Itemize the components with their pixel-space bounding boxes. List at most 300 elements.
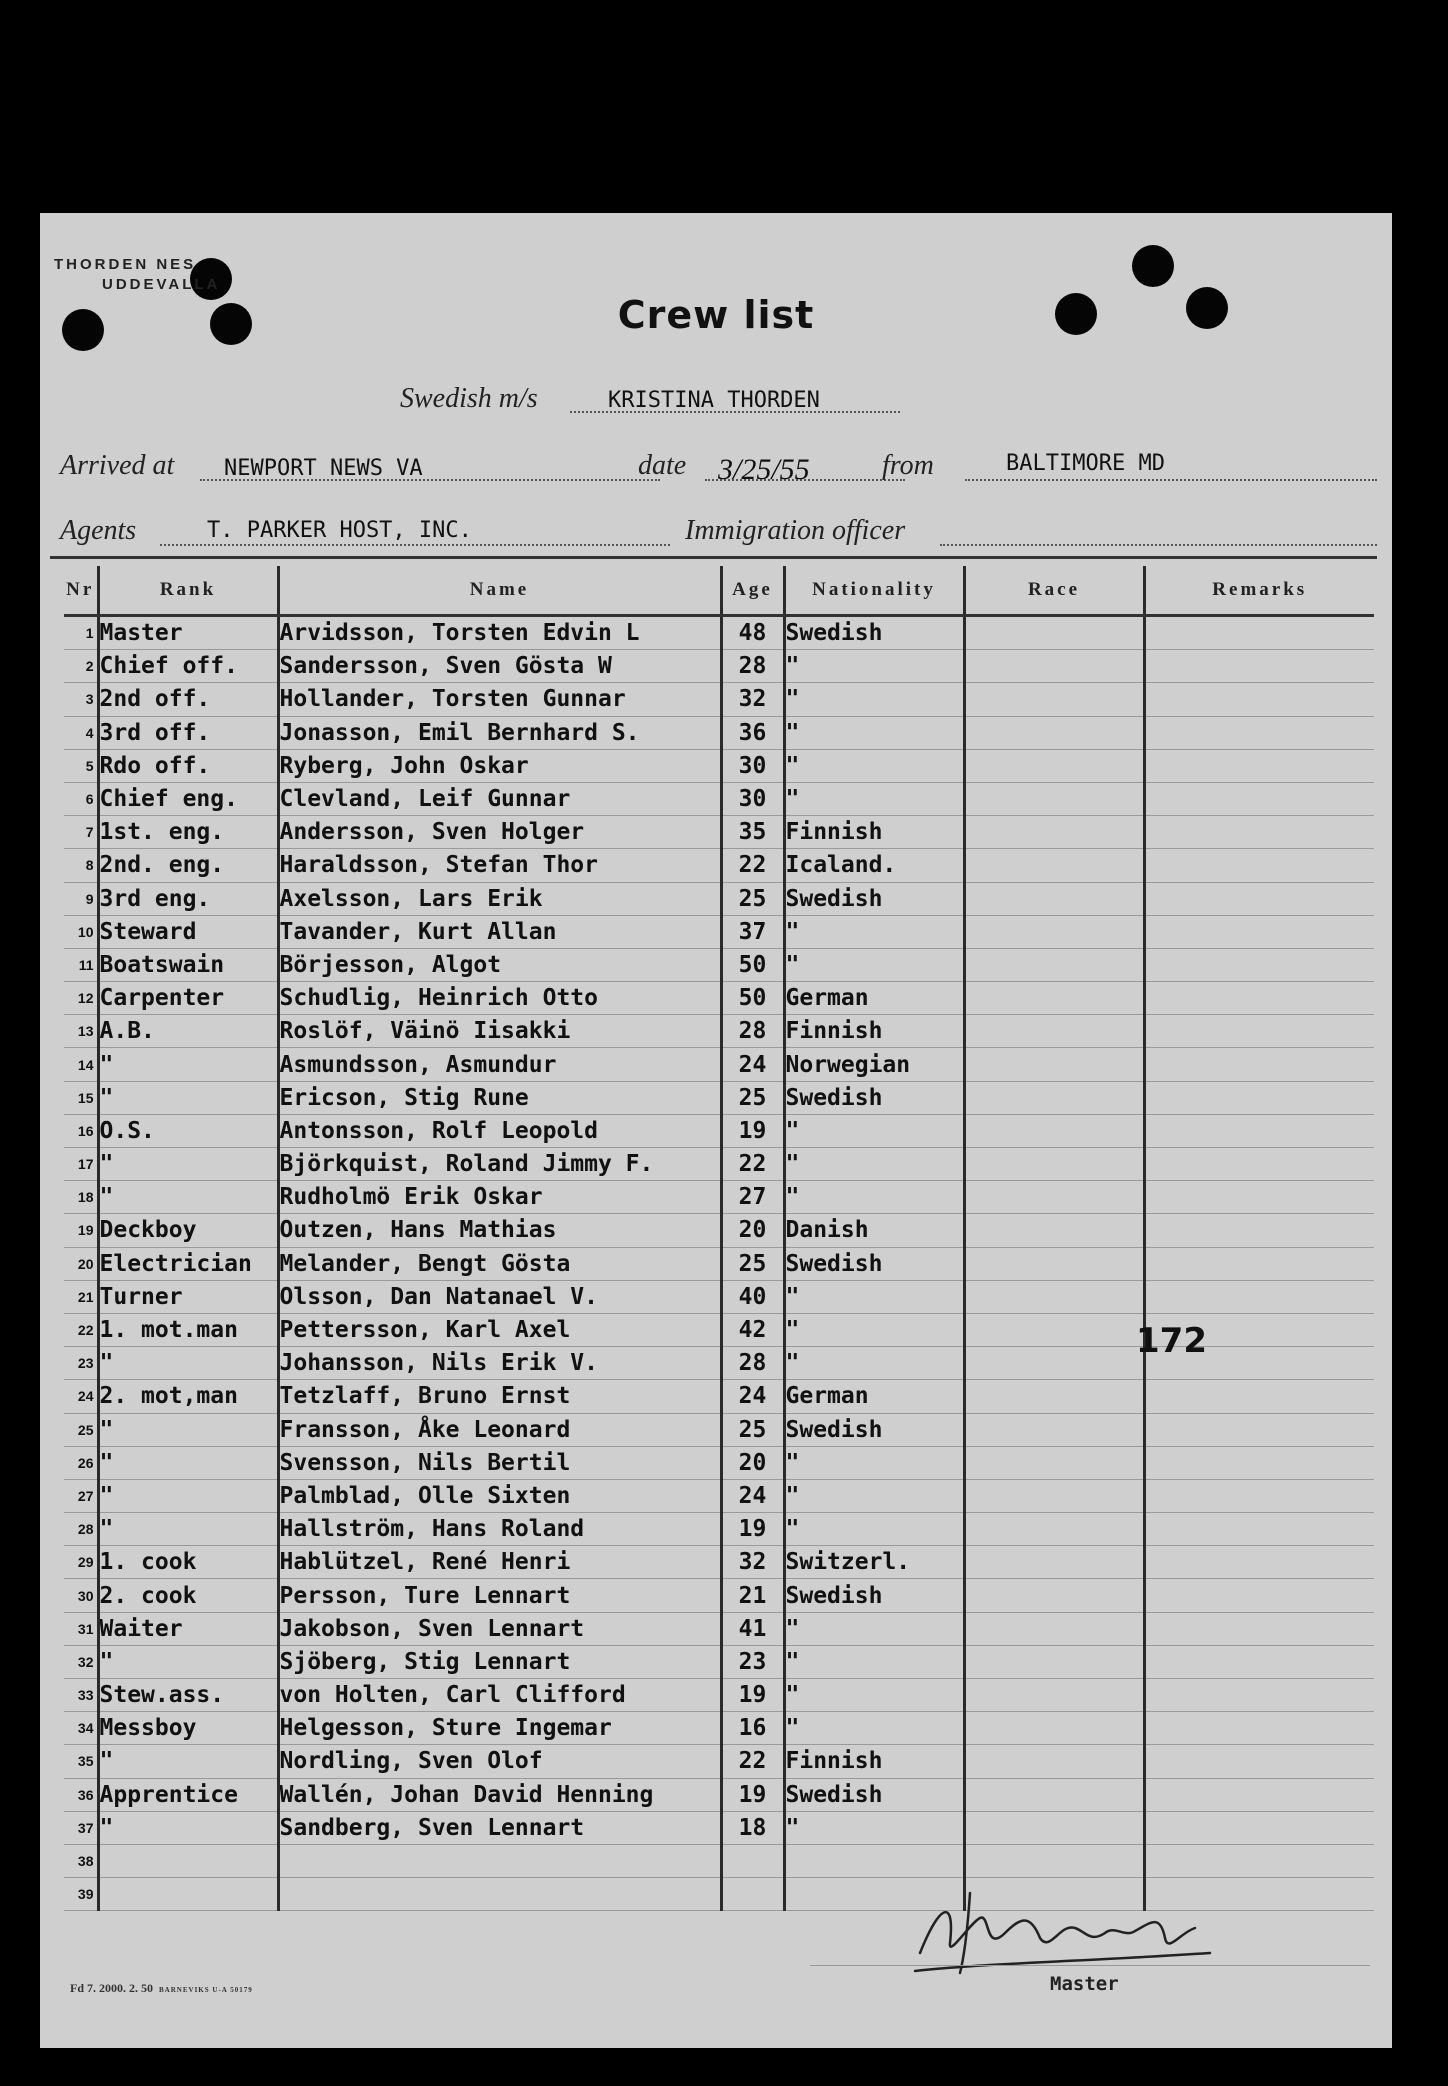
row-nr: 8 — [64, 849, 98, 882]
row-name: Björkquist, Roland Jimmy F. — [278, 1148, 721, 1181]
row-remarks — [1144, 1778, 1374, 1811]
row-age: 25 — [721, 1081, 784, 1114]
row-race — [964, 1347, 1144, 1380]
row-nationality: Swedish — [784, 1247, 964, 1280]
table-row — [64, 1048, 1374, 1081]
table-row — [64, 716, 1374, 749]
agents-label: Agents — [60, 515, 137, 546]
row-name: Antonsson, Rolf Leopold — [278, 1114, 721, 1147]
row-rank: Messboy — [98, 1712, 278, 1745]
row-nr: 34 — [64, 1712, 98, 1745]
row-age: 22 — [721, 1745, 784, 1778]
row-age: 32 — [721, 683, 784, 716]
row-race — [964, 982, 1144, 1015]
row-name: Schudlig, Heinrich Otto — [278, 982, 721, 1015]
table-row — [64, 1181, 1374, 1214]
table-row — [64, 1280, 1374, 1313]
date-value: 3/25/55 — [718, 453, 810, 486]
company-line-2: UDDEVALLA — [102, 276, 221, 293]
row-nr: 23 — [64, 1347, 98, 1380]
row-nationality: Switzerl. — [784, 1546, 964, 1579]
row-name: Börjesson, Algot — [278, 948, 721, 981]
row-nr: 3 — [64, 683, 98, 716]
row-remarks — [1144, 915, 1374, 948]
row-nr: 16 — [64, 1114, 98, 1147]
row-nr: 25 — [64, 1413, 98, 1446]
row-remarks — [1144, 1114, 1374, 1147]
row-age — [721, 1844, 784, 1877]
row-nationality: " — [784, 948, 964, 981]
table-row — [64, 1015, 1374, 1048]
row-rank: Waiter — [98, 1612, 278, 1645]
row-name: Andersson, Sven Holger — [278, 816, 721, 849]
row-nr: 28 — [64, 1513, 98, 1546]
row-name: Sandersson, Sven Gösta W — [278, 650, 721, 683]
row-nationality: " — [784, 650, 964, 683]
row-remarks — [1144, 1745, 1374, 1778]
row-nr: 4 — [64, 716, 98, 749]
table-header-row — [64, 566, 1374, 616]
row-remarks — [1144, 1015, 1374, 1048]
row-race — [964, 1280, 1144, 1313]
row-remarks — [1144, 1148, 1374, 1181]
row-rank: " — [98, 1446, 278, 1479]
row-remarks — [1144, 782, 1374, 815]
col-age: Age — [721, 566, 784, 616]
row-age: 28 — [721, 1347, 784, 1380]
row-race — [964, 1679, 1144, 1712]
row-nationality: " — [784, 1811, 964, 1844]
table-row — [64, 749, 1374, 782]
row-rank: " — [98, 1811, 278, 1844]
row-nr: 38 — [64, 1844, 98, 1877]
row-name: Axelsson, Lars Erik — [278, 882, 721, 915]
row-nr: 11 — [64, 948, 98, 981]
table-row — [64, 1712, 1374, 1745]
row-age: 36 — [721, 716, 784, 749]
row-rank — [98, 1878, 278, 1911]
row-nationality: " — [784, 1679, 964, 1712]
row-race — [964, 1048, 1144, 1081]
table-row — [64, 616, 1374, 650]
row-remarks — [1144, 1413, 1374, 1446]
row-rank: Deckboy — [98, 1214, 278, 1247]
col-nr: Nr — [64, 566, 98, 616]
row-nr: 14 — [64, 1048, 98, 1081]
row-name: Hallström, Hans Roland — [278, 1513, 721, 1546]
col-name: Name — [278, 566, 721, 616]
row-age: 41 — [721, 1612, 784, 1645]
row-nr: 39 — [64, 1878, 98, 1911]
row-nationality — [784, 1844, 964, 1877]
row-race — [964, 683, 1144, 716]
table-row — [64, 1380, 1374, 1413]
vessel-label: Swedish m/s — [400, 383, 538, 414]
row-rank: " — [98, 1181, 278, 1214]
row-remarks — [1144, 1546, 1374, 1579]
table-row — [64, 683, 1374, 716]
row-race — [964, 1181, 1144, 1214]
row-remarks — [1144, 1712, 1374, 1745]
row-name: Helgesson, Sture Ingemar — [278, 1712, 721, 1745]
row-remarks — [1144, 716, 1374, 749]
vessel-name: KRISTINA THORDEN — [608, 388, 820, 413]
row-nationality: Swedish — [784, 1579, 964, 1612]
row-nr: 9 — [64, 882, 98, 915]
row-nr: 2 — [64, 650, 98, 683]
row-name: Tavander, Kurt Allan — [278, 915, 721, 948]
row-nr: 12 — [64, 982, 98, 1015]
row-name: Arvidsson, Torsten Edvin L — [278, 616, 721, 650]
row-rank: Electrician — [98, 1247, 278, 1280]
row-rank: " — [98, 1347, 278, 1380]
agents-value: T. PARKER HOST, INC. — [207, 518, 472, 543]
row-race — [964, 1081, 1144, 1114]
table-row — [64, 1214, 1374, 1247]
row-name: Ryberg, John Oskar — [278, 749, 721, 782]
table-row — [64, 1148, 1374, 1181]
immigration-label: Immigration officer — [685, 515, 906, 546]
row-name: Pettersson, Karl Axel — [278, 1313, 721, 1346]
row-rank: " — [98, 1148, 278, 1181]
col-race: Race — [964, 566, 1144, 616]
row-rank: Master — [98, 616, 278, 650]
row-nr: 10 — [64, 915, 98, 948]
row-nr: 20 — [64, 1247, 98, 1280]
table-row — [64, 1679, 1374, 1712]
row-nr: 27 — [64, 1479, 98, 1512]
row-nr: 13 — [64, 1015, 98, 1048]
row-nr: 24 — [64, 1380, 98, 1413]
row-name: Persson, Ture Lennart — [278, 1579, 721, 1612]
row-age: 24 — [721, 1479, 784, 1512]
row-nr: 37 — [64, 1811, 98, 1844]
company-line-1: THORDEN NES — [54, 256, 197, 273]
form-code: Fd 7. 2000. 2. 50 — [70, 1981, 154, 1995]
row-age: 35 — [721, 816, 784, 849]
row-nationality: " — [784, 782, 964, 815]
row-nationality: " — [784, 1313, 964, 1346]
row-nr: 19 — [64, 1214, 98, 1247]
row-race — [964, 1778, 1144, 1811]
row-name: Outzen, Hans Mathias — [278, 1214, 721, 1247]
table-row — [64, 915, 1374, 948]
crew-list-sheet — [40, 213, 1392, 2048]
row-age: 18 — [721, 1811, 784, 1844]
row-remarks — [1144, 849, 1374, 882]
row-nr: 17 — [64, 1148, 98, 1181]
row-remarks — [1144, 1844, 1374, 1877]
col-remarks: Remarks — [1144, 566, 1374, 616]
row-rank: 2nd. eng. — [98, 849, 278, 882]
row-name: Johansson, Nils Erik V. — [278, 1347, 721, 1380]
row-nr: 35 — [64, 1745, 98, 1778]
row-race — [964, 882, 1144, 915]
row-nationality: Finnish — [784, 1745, 964, 1778]
row-rank: 3rd off. — [98, 716, 278, 749]
row-nationality: " — [784, 1181, 964, 1214]
row-remarks — [1144, 1247, 1374, 1280]
arrived-value: NEWPORT NEWS VA — [224, 456, 423, 481]
row-nationality: " — [784, 1513, 964, 1546]
master-signature — [910, 1883, 1230, 1983]
table-row — [64, 1612, 1374, 1645]
row-name: Jakobson, Sven Lennart — [278, 1612, 721, 1645]
company-logo — [54, 255, 220, 295]
row-age: 30 — [721, 782, 784, 815]
row-name: Fransson, Åke Leonard — [278, 1413, 721, 1446]
row-nationality: " — [784, 1712, 964, 1745]
row-age: 25 — [721, 882, 784, 915]
row-race — [964, 782, 1144, 815]
table-row — [64, 948, 1374, 981]
row-remarks — [1144, 1513, 1374, 1546]
row-name: Tetzlaff, Bruno Ernst — [278, 1380, 721, 1413]
row-rank: Chief eng. — [98, 782, 278, 815]
row-nationality: Finnish — [784, 816, 964, 849]
row-race — [964, 1811, 1144, 1844]
arrived-label: Arrived at — [60, 450, 175, 481]
row-remarks — [1144, 816, 1374, 849]
row-remarks — [1144, 1612, 1374, 1645]
row-race — [964, 1214, 1144, 1247]
row-race — [964, 816, 1144, 849]
row-name: Roslöf, Väinö Iisakki — [278, 1015, 721, 1048]
row-race — [964, 1844, 1144, 1877]
row-age: 27 — [721, 1181, 784, 1214]
table-row — [64, 650, 1374, 683]
row-age: 28 — [721, 1015, 784, 1048]
row-rank: Carpenter — [98, 982, 278, 1015]
row-nr: 33 — [64, 1679, 98, 1712]
row-name — [278, 1844, 721, 1877]
row-nr: 18 — [64, 1181, 98, 1214]
row-age: 24 — [721, 1380, 784, 1413]
row-race — [964, 616, 1144, 650]
row-race — [964, 1114, 1144, 1147]
row-name: Clevland, Leif Gunnar — [278, 782, 721, 815]
row-rank: 2. cook — [98, 1579, 278, 1612]
table-row — [64, 1811, 1374, 1844]
row-race — [964, 915, 1144, 948]
row-race — [964, 1313, 1144, 1346]
row-nationality: " — [784, 1280, 964, 1313]
row-nationality: Norwegian — [784, 1048, 964, 1081]
row-rank: " — [98, 1645, 278, 1678]
row-name: Jonasson, Emil Bernhard S. — [278, 716, 721, 749]
row-remarks — [1144, 1679, 1374, 1712]
date-label: date — [638, 450, 687, 481]
row-nationality: " — [784, 1645, 964, 1678]
col-nationality: Nationality — [784, 566, 964, 616]
row-name: Hollander, Torsten Gunnar — [278, 683, 721, 716]
row-race — [964, 1745, 1144, 1778]
row-age: 23 — [721, 1645, 784, 1678]
row-name: Melander, Bengt Gösta — [278, 1247, 721, 1280]
row-age: 21 — [721, 1579, 784, 1612]
row-rank: 1. cook — [98, 1546, 278, 1579]
row-race — [964, 1015, 1144, 1048]
row-nationality: " — [784, 1114, 964, 1147]
table-row — [64, 1413, 1374, 1446]
row-race — [964, 650, 1144, 683]
row-remarks — [1144, 1214, 1374, 1247]
row-name: Palmblad, Olle Sixten — [278, 1479, 721, 1512]
row-rank: Apprentice — [98, 1778, 278, 1811]
row-rank: " — [98, 1413, 278, 1446]
table-row — [64, 1546, 1374, 1579]
row-nationality: Swedish — [784, 882, 964, 915]
row-age — [721, 1878, 784, 1911]
row-nationality: Icaland. — [784, 849, 964, 882]
row-rank: Boatswain — [98, 948, 278, 981]
page-title: Crew list — [617, 293, 815, 337]
row-name: Wallén, Johan David Henning — [278, 1778, 721, 1811]
row-remarks — [1144, 749, 1374, 782]
row-name: Sjöberg, Stig Lennart — [278, 1645, 721, 1678]
row-race — [964, 1413, 1144, 1446]
row-name: Rudholmö Erik Oskar — [278, 1181, 721, 1214]
row-remarks — [1144, 683, 1374, 716]
form-footer — [70, 1981, 253, 1996]
row-remarks — [1144, 1181, 1374, 1214]
row-name: von Holten, Carl Clifford — [278, 1679, 721, 1712]
row-age: 25 — [721, 1247, 784, 1280]
row-age: 37 — [721, 915, 784, 948]
table-row — [64, 982, 1374, 1015]
table-row — [64, 782, 1374, 815]
row-age: 19 — [721, 1679, 784, 1712]
row-nr: 22 — [64, 1313, 98, 1346]
agents-line — [160, 544, 670, 546]
row-age: 19 — [721, 1114, 784, 1147]
row-name: Hablützel, René Henri — [278, 1546, 721, 1579]
row-rank: " — [98, 1048, 278, 1081]
row-nr: 6 — [64, 782, 98, 815]
row-remarks — [1144, 1579, 1374, 1612]
row-rank: Chief off. — [98, 650, 278, 683]
row-race — [964, 1612, 1144, 1645]
row-remarks — [1144, 1048, 1374, 1081]
row-remarks — [1144, 1081, 1374, 1114]
table-row — [64, 1645, 1374, 1678]
col-rank: Rank — [98, 566, 278, 616]
row-nr: 21 — [64, 1280, 98, 1313]
row-remarks — [1144, 1479, 1374, 1512]
row-age: 20 — [721, 1446, 784, 1479]
row-nr: 36 — [64, 1778, 98, 1811]
row-name: Svensson, Nils Bertil — [278, 1446, 721, 1479]
table-row — [64, 1081, 1374, 1114]
row-name: Sandberg, Sven Lennart — [278, 1811, 721, 1844]
row-nr: 1 — [64, 616, 98, 650]
table-row — [64, 1479, 1374, 1512]
row-nr: 32 — [64, 1645, 98, 1678]
row-age: 19 — [721, 1778, 784, 1811]
row-age: 24 — [721, 1048, 784, 1081]
row-nationality: Swedish — [784, 1778, 964, 1811]
row-race — [964, 1645, 1144, 1678]
row-nationality: " — [784, 749, 964, 782]
handwritten-remark: 172 — [1136, 1321, 1207, 1361]
row-remarks — [1144, 882, 1374, 915]
table-row — [64, 1247, 1374, 1280]
row-rank: 1. mot.man — [98, 1313, 278, 1346]
row-remarks — [1144, 616, 1374, 650]
from-line — [965, 479, 1377, 481]
crew-table-body — [64, 616, 1374, 1911]
table-row — [64, 1446, 1374, 1479]
row-race — [964, 1712, 1144, 1745]
row-name: Ericson, Stig Rune — [278, 1081, 721, 1114]
row-age: 19 — [721, 1513, 784, 1546]
row-nr: 5 — [64, 749, 98, 782]
row-name: Asmundsson, Asmundur — [278, 1048, 721, 1081]
table-row — [64, 816, 1374, 849]
row-nationality: " — [784, 683, 964, 716]
row-race — [964, 948, 1144, 981]
master-label: Master — [1050, 1973, 1119, 1995]
row-name: Haraldsson, Stefan Thor — [278, 849, 721, 882]
row-age: 20 — [721, 1214, 784, 1247]
row-remarks — [1144, 1645, 1374, 1678]
row-rank: 2. mot,man — [98, 1380, 278, 1413]
row-nationality: " — [784, 915, 964, 948]
signature-line — [810, 1965, 1370, 1966]
row-remarks — [1144, 1280, 1374, 1313]
table-row — [64, 849, 1374, 882]
row-remarks — [1144, 1446, 1374, 1479]
row-rank: 2nd off. — [98, 683, 278, 716]
row-rank: Turner — [98, 1280, 278, 1313]
row-rank: 3rd eng. — [98, 882, 278, 915]
printer-mark: BARNEVIKS U-A 50179 — [159, 1986, 253, 1994]
row-race — [964, 1579, 1144, 1612]
row-race — [964, 749, 1144, 782]
row-age: 22 — [721, 1148, 784, 1181]
row-race — [964, 1380, 1144, 1413]
row-age: 40 — [721, 1280, 784, 1313]
row-age: 22 — [721, 849, 784, 882]
row-nationality: " — [784, 1148, 964, 1181]
row-race — [964, 1479, 1144, 1512]
row-name — [278, 1878, 721, 1911]
row-nationality: Swedish — [784, 616, 964, 650]
row-rank: Steward — [98, 915, 278, 948]
row-age: 32 — [721, 1546, 784, 1579]
row-nationality: " — [784, 716, 964, 749]
row-age: 42 — [721, 1313, 784, 1346]
table-row — [64, 1114, 1374, 1147]
row-race — [964, 1546, 1144, 1579]
row-rank: " — [98, 1745, 278, 1778]
row-nr: 15 — [64, 1081, 98, 1114]
header-rule — [50, 556, 1377, 559]
row-age: 50 — [721, 948, 784, 981]
row-rank: 1st. eng. — [98, 816, 278, 849]
row-remarks — [1144, 1811, 1374, 1844]
row-rank: Rdo off. — [98, 749, 278, 782]
row-nationality: " — [784, 1479, 964, 1512]
row-race — [964, 716, 1144, 749]
from-value: BALTIMORE MD — [1006, 451, 1165, 476]
row-nr: 31 — [64, 1612, 98, 1645]
row-nr: 26 — [64, 1446, 98, 1479]
punch-hole — [1132, 245, 1174, 287]
table-row — [64, 1844, 1374, 1877]
row-remarks — [1144, 650, 1374, 683]
from-label: from — [882, 450, 934, 481]
